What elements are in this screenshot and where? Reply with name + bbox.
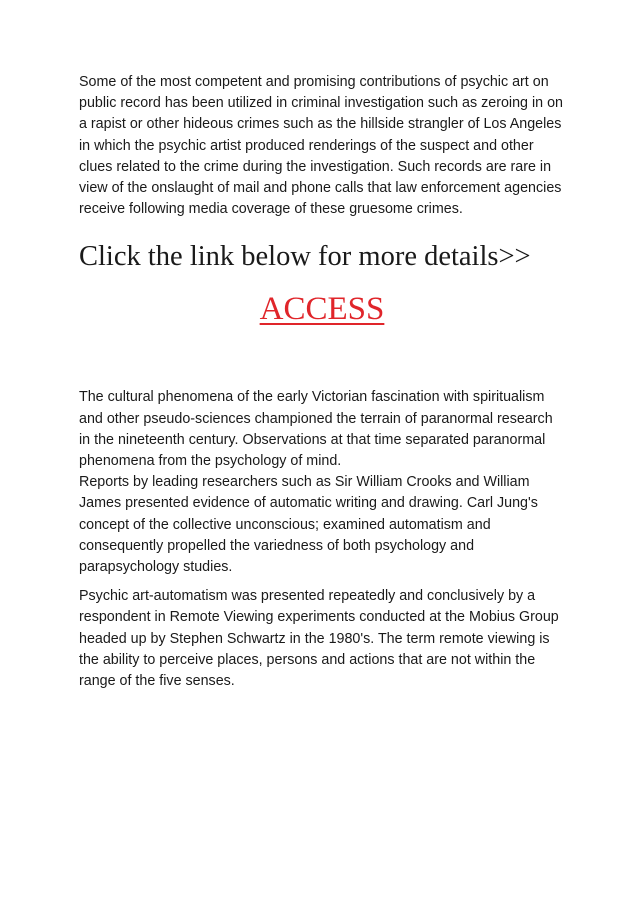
access-link[interactable]: ACCESS [259, 291, 385, 328]
paragraph-victorian-spiritualism: The cultural phenomena of the early Victorian fascination with spiritualism and other pseudo-sciences championed the terrain of paranormal research in the nineteenth century. Observations at that time separated paranormal phenomena from the psychology of mind. [79, 389, 553, 470]
intro-paragraph: Some of the most competent and promising contributions of psychic art on public record has been utilized in criminal investigation such as zeroing in on a rapist or other hideous crimes such as the hillside strangler of Los Angeles in which the psychic artist produced renderings of the suspect and other clues related to the crime during the investigation. Such records are rare in view of the onslaught of mail and phone calls that law enforcement agencies receive following media coverage of these gruesome crimes. [79, 74, 563, 218]
document-page [79, 72, 565, 692]
cta-heading: Click the link below for more details>> [79, 241, 531, 273]
paragraph-automatic-writing: Reports by leading researchers such as Sir William Crooks and William James presented evidence of automatic writing and drawing. Carl Jung's concept of the collective unconscious; examined automatism and consequently propelled the variedness of both psychology and parapsychology studies. [79, 474, 538, 576]
paragraph-remote-viewing: Psychic art-automatism was presented repeatedly and conclusively by a respondent in Remote Viewing experiments conducted at the Mobius Group headed up by Stephen Schwartz in the 1980's. The term remote viewing is the ability to perceive places, persons and actions that are not within the range of the five senses. [79, 588, 559, 690]
access-link-container [79, 289, 565, 337]
